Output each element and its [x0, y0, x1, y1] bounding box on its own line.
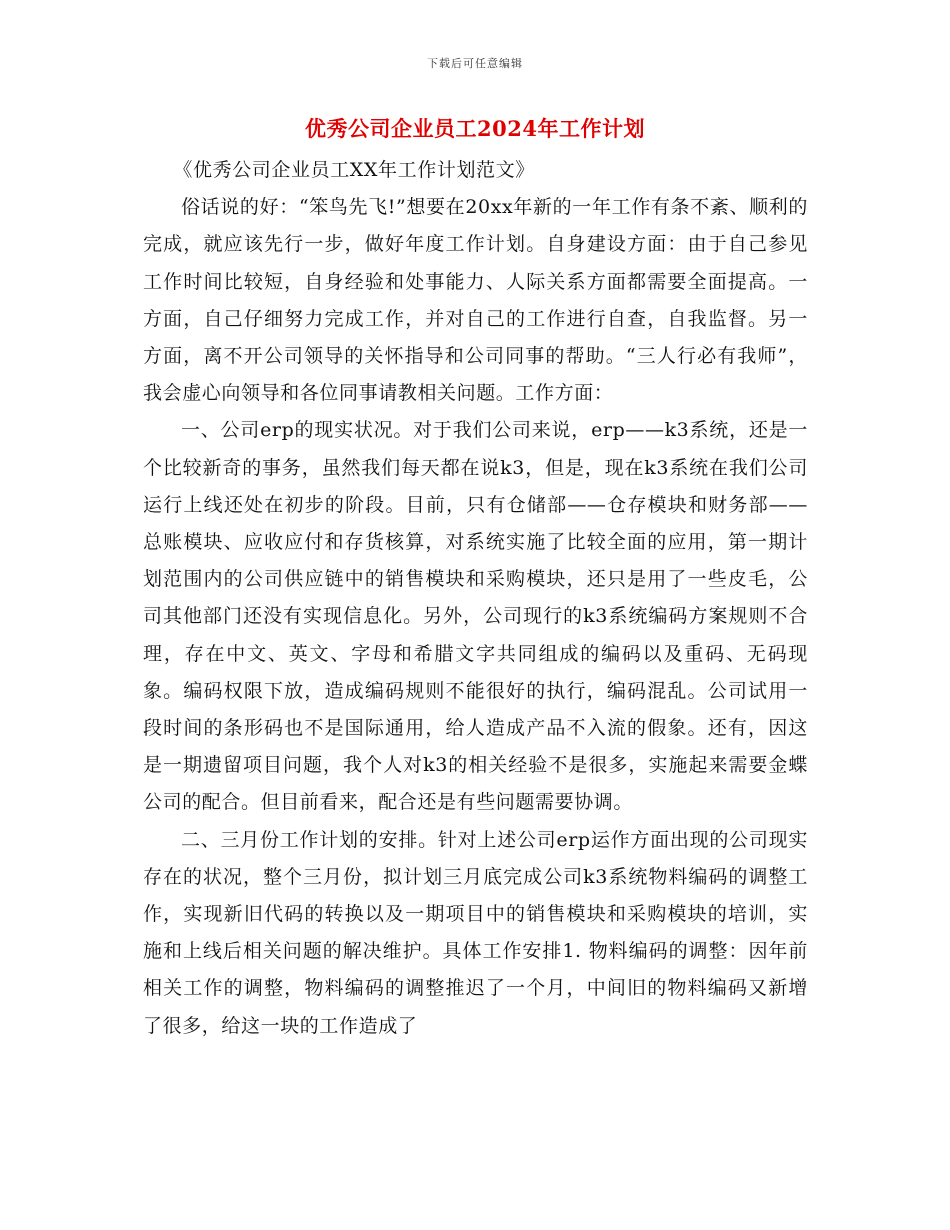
page-header-note: 下载后可任意编辑 — [427, 57, 523, 70]
paragraph-section-2: 二、三月份工作计划的安排。针对上述公司erp运作方面出现的公司现实存在的状况，整个三月份，拟计划三月底完成公司k3系统物料编码的调整工作，实现新旧代码的转换以及一期项目中的销售模块和采购模块的培训，实施和上线后相关问题的解决维护。具体工作安排1. 物料编码的调整：因年前相关工作的调整，物料编码的调整推迟了一个月，中间旧的物料编码又新增了很多，给这一块的工作造成了 — [143, 828, 808, 1037]
document-body — [143, 152, 808, 1045]
paragraph-intro: 俗话说的好：“笨鸟先飞!”想要在20xx年新的一年工作有条不紊、顺利的完成，就应该先行一步，做好年度工作计划。自身建设方面：由于自己参见工作时间比较短，自身经验和处事能力、人际关系方面都需要全面提高。一方面，自己仔细努力完成工作，并对自己的工作进行自查，自我监督。另一方面，离不开公司领导的关怀指导和公司同事的帮助。“三人行必有我师”，我会虚心向领导和各位同事请教相关问题。工作方面： — [143, 196, 808, 405]
document-subtitle: 《优秀公司企业员工XX年工作计划范文》 — [173, 159, 535, 181]
document-title: 优秀公司企业员工2024年工作计划 — [305, 116, 645, 141]
paragraph-section-1: 一、公司erp的现实状况。对于我们公司来说，erp——k3系统，还是一个比较新奇的事务，虽然我们每天都在说k3，但是，现在k3系统在我们公司运行上线还处在初步的阶段。目前，只有仓储部——仓存模块和财务部——总账模块、应收应付和存货核算，对系统实施了比较全面的应用，第一期计划范围内的公司供应链中的销售模块和采购模块，还只是用了一些皮毛，公司其他部门还没有实现信息化。另外，公司现行的k3系统编码方案规则不合理，存在中文、英文、字母和希腊文字共同组成的编码以及重码、无码现象。编码权限下放，造成编码规则不能很好的执行，编码混乱。公司试用一段时间的条形码也不是国际通用，给人造成产品不入流的假象。还有，因这是一期遗留项目问题，我个人对k3的相关经验不是很多，实施起来需要金蝶公司的配合。但目前看来，配合还是有些问题需要协调。 — [143, 419, 808, 814]
